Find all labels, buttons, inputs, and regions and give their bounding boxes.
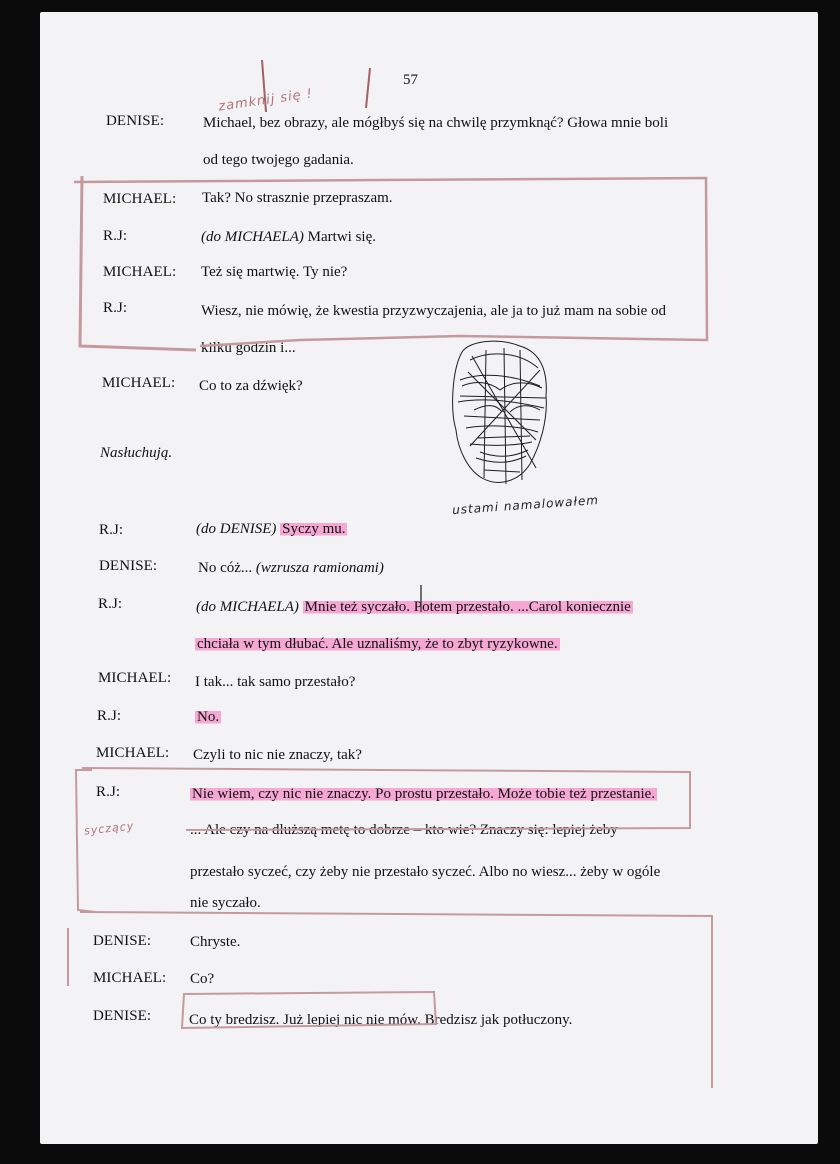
line-text: Chryste. xyxy=(190,934,241,950)
dialogue-line xyxy=(190,786,657,803)
dialogue-line xyxy=(201,264,347,281)
handwritten-note-top: zamknij się ! xyxy=(217,86,314,115)
binding-hole xyxy=(12,14,21,38)
line-text: kilku godzin i... xyxy=(201,340,296,356)
stage-note: (wzrusza ramionami) xyxy=(255,560,384,576)
line-text: nie syczało. xyxy=(190,895,261,911)
speaker-name: R.J: xyxy=(99,522,124,538)
dialogue-line xyxy=(195,709,221,726)
binding-hole xyxy=(12,177,21,201)
binding-hole xyxy=(12,448,21,472)
speaker-name: R.J: xyxy=(96,784,121,800)
highlighted-text: No. xyxy=(197,709,220,725)
binding-hole xyxy=(12,664,21,688)
dialogue-line xyxy=(199,378,303,395)
speaker-name: MICHAEL: xyxy=(96,745,170,761)
binding-hole xyxy=(12,502,21,526)
binding-hole xyxy=(12,68,21,92)
line-text: Co ty bredzisz. Już lepiej nic nie mów. Bredzisz jak potłuczony. xyxy=(189,1012,573,1028)
line-text: Michael, bez obrazy, ale mógłbyś się na chwilę przymknąć? Głowa mnie boli xyxy=(203,115,669,131)
stage-note: (do MICHAELA) xyxy=(196,599,299,615)
line-text: ... Ale czy na dłuższą metę to dobrze – kto wie? Znaczy się: lepiej żeby xyxy=(190,822,618,838)
speaker-name: DENISE: xyxy=(93,1008,152,1024)
dialogue-line xyxy=(190,864,660,881)
line-text: przestało syczeć, czy żeby nie przestało syczeć. Albo no wiesz... żeby w ogóle xyxy=(190,864,661,880)
page-number: 57 xyxy=(403,72,418,88)
binding-hole xyxy=(12,231,21,255)
highlighted-text: chciała w tym dłubać. Ale uznaliśmy, że to zbyt ryzykowne. xyxy=(197,636,558,652)
dialogue-line xyxy=(193,747,362,764)
line-text: Tak? No strasznie przepraszam. xyxy=(202,190,393,206)
binding-hole xyxy=(12,1044,21,1068)
stage-direction: Nasłuchują. xyxy=(100,445,173,461)
dialogue-line xyxy=(203,115,668,132)
line-text: Też się martwię. Ty nie? xyxy=(201,264,348,280)
speaker-name: DENISE: xyxy=(106,113,165,129)
binding-hole xyxy=(12,773,21,797)
binding-holes xyxy=(0,0,40,1164)
dialogue-line xyxy=(190,895,261,912)
dialogue-line xyxy=(198,560,384,577)
binding-hole xyxy=(12,990,21,1014)
binding-hole xyxy=(12,393,21,417)
handwritten-note-side: syczący xyxy=(83,819,135,838)
dialogue-line xyxy=(189,1012,572,1029)
highlighted-text: Nie wiem, czy nic nie znaczy. Po prostu przestało. Może tobie też przestanie. xyxy=(192,786,656,802)
binding-hole xyxy=(12,339,21,363)
binding-hole xyxy=(12,610,21,634)
dialogue-line xyxy=(190,934,240,951)
dialogue-line xyxy=(202,190,393,207)
speaker-name: R.J: xyxy=(97,708,122,724)
speaker-name: R.J: xyxy=(98,596,123,612)
line-text: Co to za dźwięk? xyxy=(199,378,303,394)
speaker-name: R.J: xyxy=(103,228,128,244)
handwritten-caption: ustami namalowałem xyxy=(451,492,600,518)
speaker-name: MICHAEL: xyxy=(103,191,177,207)
dialogue-line xyxy=(195,674,355,691)
line-text: Co? xyxy=(190,971,215,987)
speaker-name: MICHAEL: xyxy=(93,970,167,986)
binding-hole xyxy=(12,285,21,309)
dialogue-line xyxy=(201,340,296,357)
stage-note: (do DENISE) xyxy=(196,521,277,537)
dialogue-line xyxy=(196,599,633,616)
dialogue-line xyxy=(190,971,214,988)
line-text: No cóż... xyxy=(198,560,256,576)
line-text: I tak... tak samo przestało? xyxy=(195,674,356,690)
dialogue-line xyxy=(203,152,354,169)
binding-hole xyxy=(12,1098,21,1122)
speaker-name: MICHAEL: xyxy=(103,264,177,280)
speaker-name: R.J: xyxy=(103,300,128,316)
stage-note: (do MICHAELA) xyxy=(201,229,304,245)
dialogue-line xyxy=(196,521,347,538)
speaker-name: DENISE: xyxy=(93,933,152,949)
line-text: Wiesz, nie mówię, że kwestia przyzwyczajenia, ale ja to już mam na sobie od xyxy=(201,303,667,319)
dialogue-line xyxy=(195,636,560,653)
speaker-name: MICHAEL: xyxy=(102,375,176,391)
line-text: Martwi się. xyxy=(303,229,376,245)
binding-hole xyxy=(12,719,21,743)
dialogue-line xyxy=(201,303,666,320)
highlighted-text: Mnie też syczało. Potem przestało. ...Carol koniecznie xyxy=(304,599,631,615)
binding-hole xyxy=(12,556,21,580)
speaker-name: MICHAEL: xyxy=(98,670,172,686)
dialogue-line xyxy=(190,822,618,839)
binding-hole xyxy=(12,935,21,959)
highlighted-text: Syczy mu. xyxy=(282,521,346,537)
line-text: od tego twojego gadania. xyxy=(203,152,354,168)
dialogue-line xyxy=(201,229,376,246)
line-text: Czyli to nic nie znaczy, tak? xyxy=(193,747,362,763)
binding-hole xyxy=(12,881,21,905)
binding-hole xyxy=(12,827,21,851)
binding-hole xyxy=(12,122,21,146)
speaker-name: DENISE: xyxy=(99,558,158,574)
